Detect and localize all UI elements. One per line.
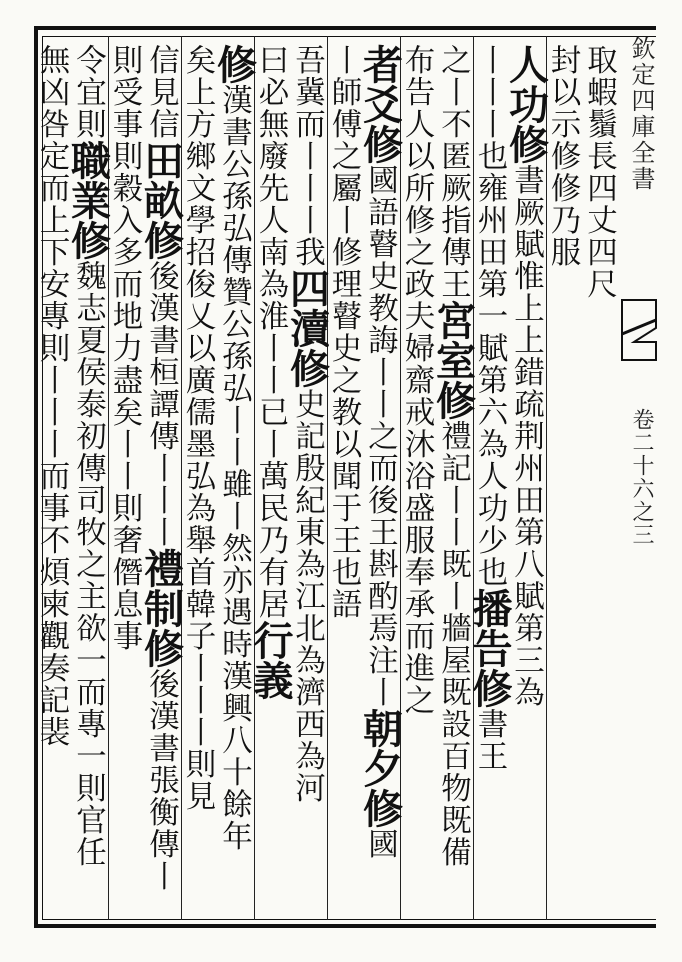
- entry-text: 之丨不匿厥指傳王: [435, 44, 471, 300]
- entry-text: 國語瞽史教誨丨丨之而後王斟酌焉注丨: [362, 164, 398, 708]
- entry-heading: 修: [210, 44, 258, 84]
- entry-heading: 四瀆修: [283, 268, 331, 388]
- entry-heading: 者爻修: [356, 44, 404, 164]
- entry-text: 禮記丨丨既丨牆屋既設百物既備: [435, 420, 471, 868]
- entry-heading: 宮室修: [429, 300, 477, 420]
- entry-text: 魏志夏侯泰初傳司牧之主欲一而專一則官任: [70, 260, 106, 868]
- entry-heading: 禮制修: [137, 548, 185, 668]
- text-column-2: [546, 44, 582, 914]
- entry-text: 後漢書桓譚傳丨丨丨: [143, 260, 179, 548]
- text-column-5: [429, 44, 477, 914]
- entry-text: 史記殷紀東為江北為濟西為河: [289, 388, 325, 804]
- fish-tail-mark: [622, 300, 656, 360]
- entry-text: 曰必無廢先人: [253, 44, 288, 236]
- entry-heading: 職業修: [64, 140, 112, 260]
- text-column-3: [502, 44, 550, 914]
- entry-text: 漢書公孫弘傳贊公孫弘丨丨雖丨然亦遇時漢興八十餘年: [216, 84, 252, 852]
- entry-text: 取蝦鬚長四丈四尺: [581, 44, 617, 300]
- entry-text: 封以示修修乃服: [545, 44, 580, 268]
- text-column-9: [283, 44, 331, 914]
- entry-text: 信見信: [143, 44, 179, 140]
- margin-volume-label: 卷二十六之三: [629, 408, 654, 546]
- entry-text: 布告人以所修之政: [399, 44, 434, 300]
- text-column-12: [181, 44, 217, 914]
- text-column-11: [210, 44, 258, 914]
- entry-text: 書厥賦惟上上錯疏荆州田第八賦第三為: [508, 164, 544, 708]
- text-column-13: [137, 44, 185, 914]
- entry-text: 令宜則: [70, 44, 106, 140]
- entry-text: 夫婦齋戒沐浴盛服奉承而進之: [399, 300, 434, 716]
- entry-text: 無凶咎: [34, 44, 69, 140]
- margin-book-title: 欽定四庫全書: [627, 36, 655, 192]
- entry-heading: 朝夕修: [356, 708, 404, 828]
- text-column-4: [466, 44, 513, 914]
- entry-heading: 行義: [247, 620, 294, 700]
- entry-text: 丨師傅之屬丨修理瞽史之教以聞于王也: [326, 44, 361, 588]
- entry-text: 丨丨則奢僭息事: [107, 428, 142, 652]
- entry-text: 則穀入多而地力盡矣: [107, 140, 142, 428]
- entry-heading: 播告修: [466, 588, 513, 708]
- entry-heading: 田畝修: [137, 140, 185, 260]
- entry-text: 定而上下安專則丨丨丨而事不煩柬觀奏記裴: [34, 140, 69, 748]
- entry-text: 書王: [472, 708, 507, 772]
- entry-text: 丨丨丨也雍州田第一賦第六為人功少也: [472, 44, 507, 588]
- text-column-14: [108, 44, 144, 914]
- entry-heading: 人功修: [502, 44, 550, 164]
- text-column-16: [35, 44, 71, 914]
- entry-text: 矣上方鄉文學招俊乂以廣儒墨弘為舉首韓子丨丨丨則見: [180, 44, 215, 812]
- text-column-1: [583, 44, 619, 914]
- entry-text: 國: [362, 828, 398, 860]
- text-column-7: [356, 44, 404, 914]
- entry-text: 吾冀而丨丨丨我: [289, 44, 325, 268]
- entry-text: 語: [326, 588, 361, 620]
- entry-text: 後漢書張衡傳丨: [143, 668, 179, 892]
- text-column-10: [247, 44, 294, 914]
- text-column-6: [400, 44, 436, 914]
- entry-text: 則受事: [107, 44, 142, 140]
- text-column-15: [64, 44, 112, 914]
- entry-text: 南為淮丨丨已丨萬民乃有居: [253, 236, 288, 620]
- text-column-8: [327, 44, 363, 914]
